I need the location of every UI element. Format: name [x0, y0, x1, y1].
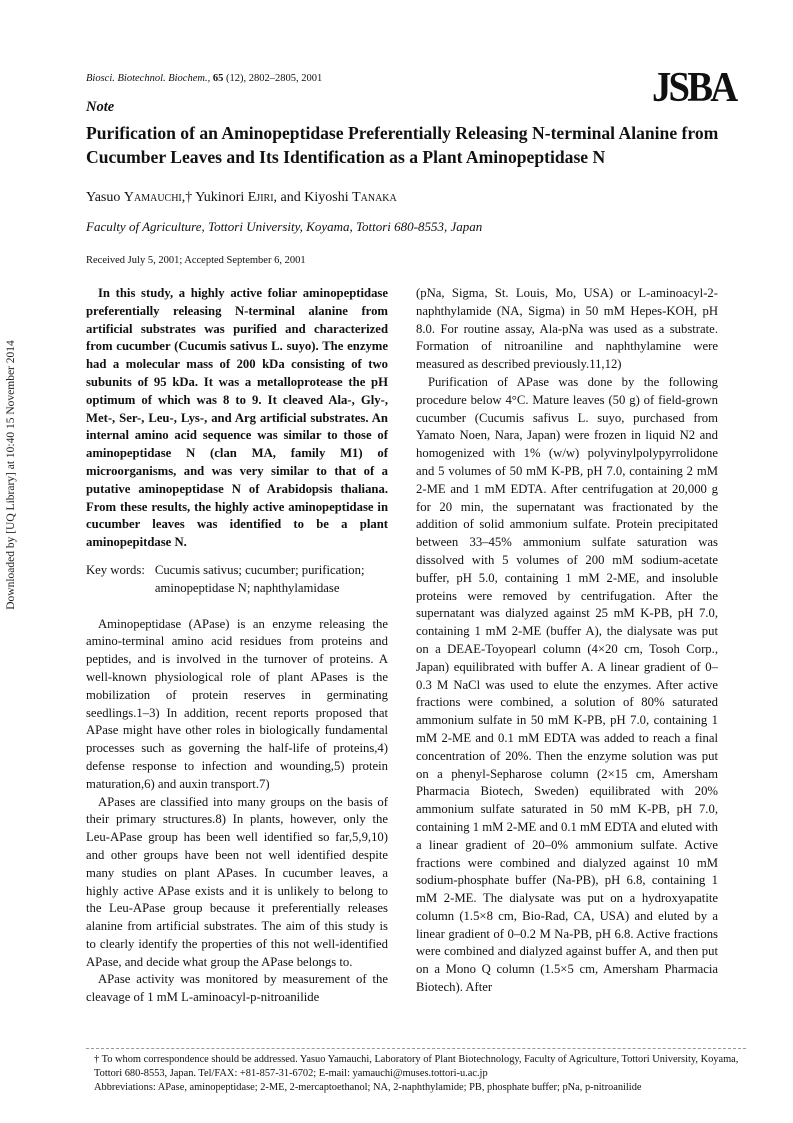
keywords	[86, 562, 388, 598]
body-paragraph: Purification of APase was done by the following procedure below 4°C. Mature leaves (50 g) of field-grown cucumber (Cucumis safivus L. suyo, purchased from Yamato Noen, Nara, Japan) were frozen in liquid N2 and homogenized with 1% (w/w) polyvinylpolypyrrolidone and 5 volumes of 50 mM K-PB, pH 7.0, containing 2 mM 2-ME and 1 mM EDTA. After centrifugation at 20,000 g for 20 min, the supernatant was fractionated by the addition of solid ammonium sulfate. Protein precipitated between 33–45% ammonium sulfate saturation was dissolved with 5 volumes of 200 mM sodium-acetate buffer, pH 5.0, containing 1 mM 2-ME, and insoluble proteins were removed by centrifugation. After the supernatant was dialyzed against 25 mM K-PB, pH 7.0, containing 1 mM 2-ME (buffer A), the dialysate was put on a DEAE-Toyopearl column (4×20 cm, Tosoh Corp., Japan) equilibrated with buffer A. A linear gradient of 0–0.3 M NaCl was used to elute the enzymes. After active fractions were combined, a solution of 80% saturated ammonium sulfate in 50 mM K-PB, pH 7.0, containing 1 mM 2-ME and 0.1 mM EDTA was added to reach a final concentration of 20%. Then the enzyme solution was put on a phenyl-Sepharose column (2×15 cm, Amersham Pharmacia Biotech, Sweden) equilibrated with 20% ammonium sulfate saturated in 50 mM K-PB, pH 7.0, containing 1 mM 2-ME and 0.1 mM EDTA and eluted with a linear gradient of 20–0% ammonium sulfate. Active fractions were combined and dialyzed against 10 mM sodium-phosphate buffer (Na-PB), pH 6.8, containing 1 mM 2-ME. The dialysate was put on a hydroxyapatite column (1.5×8 cm, Bio-Rad, CA, USA) and eluted by a linear gradient of 0–0.2 M Na-PB, pH 6.8. Active fractions were combined and dialyzed against buffer A, and then put on a Mono Q column (1.5×5 cm, Amersham Pharmacia Biotech). After	[416, 374, 718, 995]
right-column	[416, 285, 718, 997]
journal-issue-pages: (12), 2802–2805, 2001	[225, 73, 323, 84]
body-paragraph: APases are classified into many groups on the basis of their primary structures.8) In plants, however, only the Leu-APase group has been well identified so far,5,9,10) and other groups have been not well identified despite many studies on plant APases. In cucumber leaves, a highly active APase exists and it is unlikely to belong to the Leu-APase group because it preferentially releases alanine from artificial substrates. The aim of this study is to clearly identify the properties of this not well-identified APase, and decide what group the APase belongs to.	[86, 794, 388, 969]
author-last: Yamauchi	[123, 190, 182, 205]
keywords-label: Key words:	[86, 562, 145, 577]
footnote-divider	[86, 1048, 746, 1049]
author-first: Yukinori	[195, 190, 248, 205]
journal-citation	[86, 73, 322, 84]
keywords-value: Cucumis sativus; cucumber; purification; aminopeptidase N; naphthylamidase	[154, 562, 365, 595]
author-sep: ,†	[181, 190, 196, 205]
author-first: Kiyoshi	[304, 190, 353, 205]
footnotes	[86, 1053, 746, 1095]
download-watermark	[2, 260, 20, 690]
download-note: Downloaded by [UQ Library] at 10:40 15 November 2014	[5, 340, 17, 610]
body-paragraph: Aminopeptidase (APase) is an enzyme releasing the amino-terminal amino acid residues from proteins and peptides, and is involved in the turnover of proteins. A well-known physiological role of plant APases is the mobilization of protein reserves in germinating seedlings.1–3) In addition, recent reports proposed that APase might have other roles in biologically fundamental processes such as governing the half-life of proteins,4) defense response to infection and wounding,5) protein maturation,6) and auxin transport.7)	[86, 616, 388, 791]
article-title: Purification of an Aminopeptidase Preferentially Releasing N-terminal Alanine from Cucumber Leaves and Its Identification as a Plant Aminopeptidase N	[86, 123, 719, 167]
author-list	[86, 190, 397, 206]
journal-name: Biosci. Biotechnol. Biochem.,	[86, 73, 211, 84]
author-last: Ejiri	[247, 190, 274, 205]
author-first: Yasuo	[86, 190, 124, 205]
abbreviations-footnote: Abbreviations: APase, aminopeptidase; 2-ME, 2-mercaptoethanol; NA, 2-naphthylamide; PB, phosphate buffer; pNa, p-nitroanilide	[94, 1082, 642, 1093]
jsbba-logo: JSBA	[652, 65, 736, 111]
received-dates: Received July 5, 2001; Accepted September 6, 2001	[86, 255, 306, 266]
body-paragraph: APase activity was monitored by measurement of the cleavage of 1 mM L-aminoacyl-p-nitroanilide	[86, 972, 388, 1005]
correspondence-footnote: † To whom correspondence should be addressed. Yasuo Yamauchi, Laboratory of Plant Biotechnology, Faculty of Agriculture, Tottori University, Koyama, Tottori 680-8553, Japan. Tel/FAX: +81-857-31-6702; E-mail: yamauchi@muses.tottori-u.ac.jp	[94, 1054, 739, 1079]
affiliation: Faculty of Agriculture, Tottori University, Koyama, Tottori 680-8553, Japan	[86, 219, 483, 234]
journal-volume: 65	[212, 73, 224, 84]
left-column	[86, 285, 388, 1007]
body-paragraph: (pNa, Sigma, St. Louis, Mo, USA) or L-aminoacyl-2-naphthylamide (NA, Sigma) in 50 mM Hepes-KOH, pH 8.0. For routine assay, Ala-pNa was used as a substrate. Formation of nitroaniline and naphthylamine were measured as described previously.11,12)	[416, 286, 718, 372]
section-label: Note	[86, 99, 115, 115]
author-sep: , and	[273, 190, 305, 205]
author-last: Tanaka	[352, 190, 397, 205]
abstract: In this study, a highly active foliar aminopeptidase preferentially releasing N-terminal alanine from artificial substrates was purified and characterized from cucumber (Cucumis sativus L. suyo). The enzyme had a molecular mass of 200 kDa consisting of two subunits of 95 kDa. It was a metalloprotease the pH optimum of which was 8 to 9. It cleaved Ala-, Gly-, Met-, Ser-, Leu-, Lys-, and Arg artificial substrates. An internal amino acid sequence was similar to those of aminopeptidase N (clan MA, family M1) of microorganisms, and was very similar to that of a putative aminopeptidase N of Arabidopsis thaliana. From these results, the highly active aminopeptidase in cucumber leaves was identified to be a plant aminopepitdase N.	[86, 286, 388, 550]
